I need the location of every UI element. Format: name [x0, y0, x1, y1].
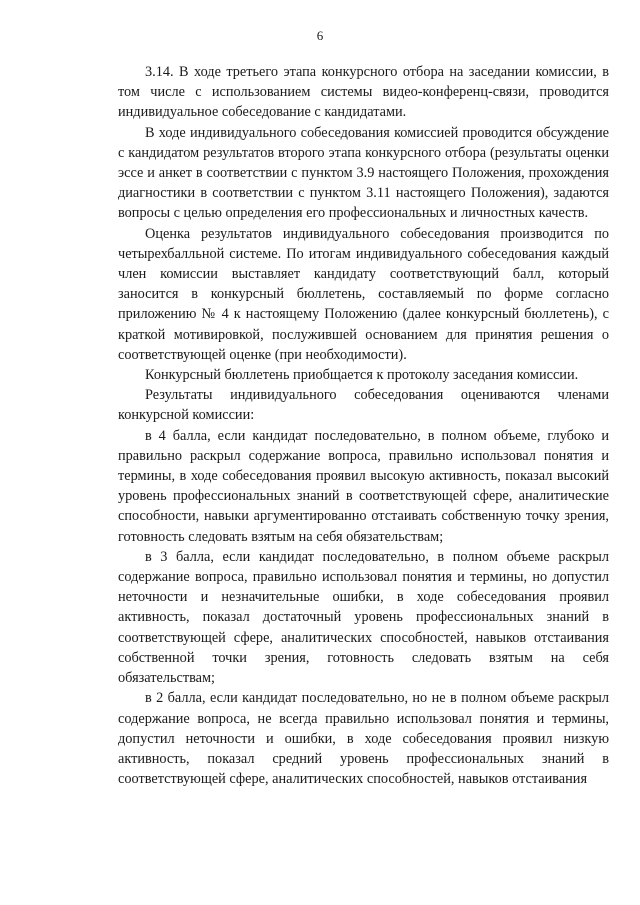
page-number: 6 — [316, 28, 324, 43]
paragraph-bulletin-attached: Конкурсный бюллетень приобщается к протоколу заседания комиссии. — [145, 367, 579, 384]
paragraph-score-3: в 3 балла, если кандидат последовательно, в полном объеме раскрыл содержание вопроса, правильно использовал понятия и термины, но допустил неточности и незначительные ошибки, в ходе собеседования проявил активность, показал достаточный уровень профессиональных знаний в соответствующей сфере, аналитических способностей, навыков отстаивания собственной точки зрения, готовность следовать взятым на себя обязательствам; — [118, 548, 609, 687]
paragraph-results-evaluated: Результаты индивидуального собеседования оцениваются членами конкурсной комиссии: — [118, 387, 609, 424]
paragraph-evaluation-system: Оценка результатов индивидуального собеседования производится по четырехбалльной системе. По итогам индивидуального собеседования каждый член комиссии выставляет кандидату соответствующий балл, который заносится в конкурсный бюллетень, составляемый по форме согласно приложению № 4 к настоящему Положению (далее конкурсный бюллетень), с краткой мотивировкой, послужившей основанием для принятия решения о соответствующей оценке (при необходимости). — [118, 225, 609, 363]
document-body — [118, 62, 609, 789]
paragraph-score-4: в 4 балла, если кандидат последовательно, в полном объеме, глубоко и правильно раскрыл содержание вопроса, правильно использовал понятия и термины, в ходе собеседования проявил высокую активность, показал высокий уровень профессиональных знаний в соответствующей сфере, аналитические способности, навыки аргументированно отстаивать собственную точку зрения, готовность следовать взятым на себя обязательствам; — [118, 427, 609, 545]
paragraph-interview-discussion: В ходе индивидуального собеседования комиссией проводится обсуждение с кандидатом результатов второго этапа конкурсного отбора (результаты оценки эссе и анкет в соответствии с пунктом 3.9 настоящего Положения, прохождения диагностики в соответствии с пунктом 3.11 настоящего Положения), задаются вопросы с целью определения его профессиональных и личностных качеств. — [118, 124, 609, 222]
paragraph-3-14-intro: 3.14. В ходе третьего этапа конкурсного отбора на заседании комиссии, в том числе с использованием системы видео-конференц-связи, проводится индивидуальное собеседование с кандидатами. — [118, 64, 609, 121]
paragraph-score-2: в 2 балла, если кандидат последовательно, но не в полном объеме раскрыл содержание вопроса, не всегда правильно использовал понятия и термины, допустил неточности и ошибки, в ходе собеседования проявил низкую активность, показал средний уровень профессиональных знаний в соответствующей сфере, аналитических способностей, навыков отстаивания — [118, 690, 609, 788]
